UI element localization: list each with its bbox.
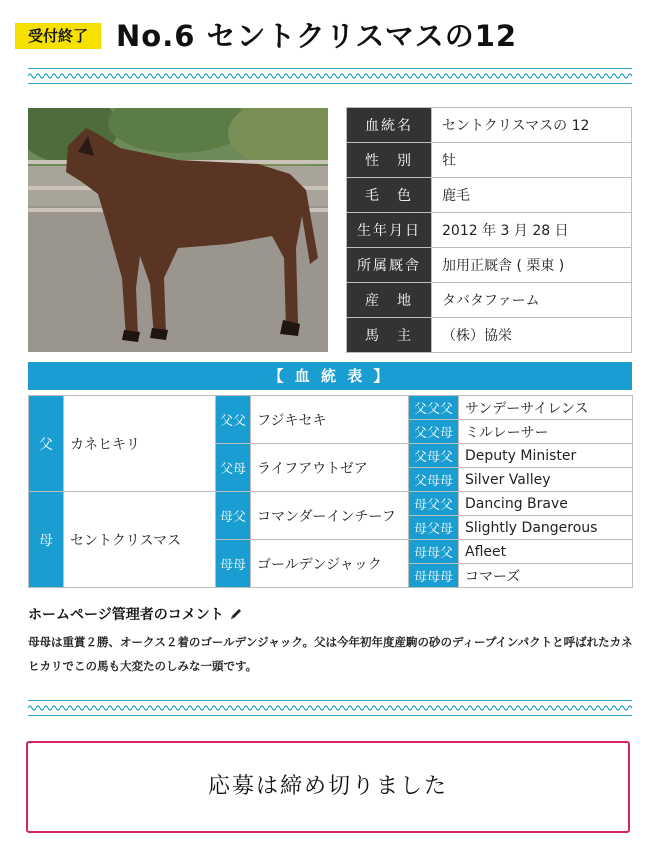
- bottom-divider: [28, 700, 632, 716]
- profile-table: [346, 107, 632, 353]
- profile-row: [347, 178, 632, 213]
- dd-label: 母母: [216, 540, 251, 588]
- horse-photo: [28, 108, 328, 352]
- sdd-label: 父母母: [409, 468, 459, 492]
- profile-label: 性 別: [347, 143, 432, 178]
- profile-label: 所属厩舎: [347, 248, 432, 283]
- dsd-label: 母父母: [409, 516, 459, 540]
- dam-name: セントクリスマス: [64, 492, 216, 588]
- dd-name: ゴールデンジャック: [251, 540, 409, 588]
- profile-label: 馬 主: [347, 318, 432, 353]
- profile-row: [347, 213, 632, 248]
- page-title: No.6 セントクリスマスの12: [116, 19, 518, 53]
- profile-value: 加用正厩舎 ( 栗東 ): [432, 248, 632, 283]
- dss-name: Dancing Brave: [459, 492, 633, 516]
- profile-label: 産 地: [347, 283, 432, 318]
- profile-row: [347, 248, 632, 283]
- dsd-name: Slightly Dangerous: [459, 516, 633, 540]
- profile-value: 2012 年 3 月 28 日: [432, 213, 632, 248]
- sss-name: サンデーサイレンス: [459, 396, 633, 420]
- profile-value: 鹿毛: [432, 178, 632, 213]
- profile-row: [347, 143, 632, 178]
- comment-text: 母母は重賞２勝、オークス２着のゴールデンジャック。父は今年初年度産駒の砂のディープインパクトと呼ばれたカネヒカリでこの馬も大変たのしみな一頭です。: [28, 635, 633, 673]
- ssd-label: 父父母: [409, 420, 459, 444]
- ssd-name: ミルレーサー: [459, 420, 633, 444]
- ddd-label: 母母母: [409, 564, 459, 588]
- pencil-icon: [229, 607, 243, 623]
- comment-heading: [28, 604, 243, 624]
- pedigree-table: [28, 395, 633, 588]
- ds-label: 母父: [216, 492, 251, 540]
- profile-value: （株）協栄: [432, 318, 632, 353]
- sds-label: 父母父: [409, 444, 459, 468]
- ss-name: フジキセキ: [251, 396, 409, 444]
- profile-value: セントクリスマスの 12: [432, 108, 632, 143]
- sss-label: 父父父: [409, 396, 459, 420]
- profile-row: [347, 108, 632, 143]
- dam-label: 母: [29, 492, 64, 588]
- profile-label: 血統名: [347, 108, 432, 143]
- sd-name: ライフアウトゼア: [251, 444, 409, 492]
- sd-label: 父母: [216, 444, 251, 492]
- profile-label: 生年月日: [347, 213, 432, 248]
- dss-label: 母父父: [409, 492, 459, 516]
- top-divider: [28, 68, 632, 84]
- application-closed-notice: 応募は締め切りました: [26, 741, 630, 833]
- ds-name: コマンダーインチーフ: [251, 492, 409, 540]
- status-badge: 受付終了: [15, 23, 101, 49]
- profile-row: [347, 283, 632, 318]
- profile-label: 毛 色: [347, 178, 432, 213]
- sire-name: カネヒキリ: [64, 396, 216, 492]
- comment-title-text: ホームページ管理者のコメント: [28, 607, 224, 623]
- sds-name: Deputy Minister: [459, 444, 633, 468]
- dds-name: Afleet: [459, 540, 633, 564]
- ddd-name: コマーズ: [459, 564, 633, 588]
- ss-label: 父父: [216, 396, 251, 444]
- pedigree-heading: 【 血 統 表 】: [28, 362, 632, 390]
- profile-row: [347, 318, 632, 353]
- profile-value: 牡: [432, 143, 632, 178]
- profile-value: タバタファーム: [432, 283, 632, 318]
- sire-label: 父: [29, 396, 64, 492]
- sdd-name: Silver Valley: [459, 468, 633, 492]
- dds-label: 母母父: [409, 540, 459, 564]
